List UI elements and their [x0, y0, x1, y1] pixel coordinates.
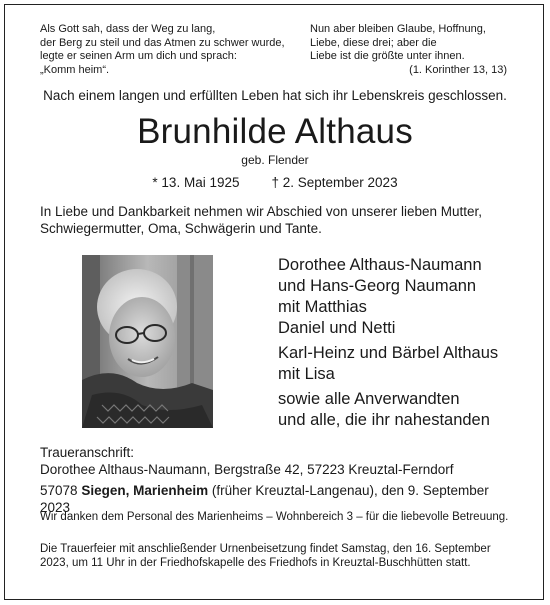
mourner-line: Daniel und Netti: [278, 319, 396, 337]
mourner-group: [278, 255, 498, 339]
mourner-group: [278, 343, 498, 385]
deceased-name: Brunhilde Althaus: [137, 112, 413, 151]
mourner-line: Karl-Heinz und Bärbel Althaus: [278, 344, 499, 362]
address-label: Traueranschrift:: [40, 445, 135, 460]
death-date: † 2. September 2023: [271, 175, 398, 190]
poem-left-line: legte er seinen Arm um dich und sprach:: [40, 50, 237, 62]
poem-left-line: „Komm heim“.: [40, 63, 110, 76]
poem-right-line: Nun aber bleiben Glaube, Hoffnung,: [310, 23, 486, 35]
place-name: Siegen, Marienheim: [81, 483, 209, 498]
intro-text: Nach einem langen und erfüllten Leben hat sich ihr Lebenskreis geschlossen.: [43, 88, 507, 103]
portrait-photo: [82, 255, 213, 428]
birth-date: * 13. Mai 1925: [152, 175, 240, 190]
life-dates: [0, 175, 550, 190]
place-zip: 57078: [40, 483, 78, 498]
birth-name: geb. Flender: [241, 153, 309, 167]
poem-right: [310, 23, 507, 77]
mourner-line: und alle, die ihr nahestanden: [278, 411, 490, 429]
mourners-list: [278, 255, 498, 435]
thanks-text: Wir danken dem Personal des Marienheims – Wohnbereich 3 – für die liebevolle Betreuung.: [40, 511, 509, 523]
mourner-group: [278, 389, 498, 431]
address-line: Dorothee Althaus-Naumann, Bergstraße 42, 57223 Kreuztal-Ferndorf: [40, 462, 454, 477]
funeral-info: Die Trauerfeier mit anschließender Urnenbeisetzung findet Samstag, den 16. September 2023, um 11 Uhr in der Friedhofskapelle des Friedhofs in Kreuztal-Buschhütten statt.: [40, 543, 491, 569]
place-date-rest: (früher Kreuztal-Langenau), den 9. September 2023: [40, 483, 489, 515]
address-block: [40, 444, 520, 516]
mourner-line: sowie alle Anverwandten: [278, 390, 460, 408]
mourner-line: Dorothee Althaus-Naumann: [278, 256, 482, 274]
mourner-line: mit Matthias: [278, 298, 367, 316]
poem-right-line: Liebe, diese drei; aber die: [310, 36, 437, 49]
portrait-image: [82, 255, 213, 428]
poem-left: [40, 23, 285, 77]
farewell-text: In Liebe und Dankbarkeit nehmen wir Abschied von unserer lieben Mutter, Schwiegermutter, Oma, Schwägerin und Tante.: [40, 204, 483, 236]
poem-left-line: Als Gott sah, dass der Weg zu lang,: [40, 23, 216, 35]
bible-reference: (1. Korinther 13, 13): [409, 63, 507, 76]
poem-right-line: Liebe ist die größte unter ihnen.: [310, 50, 465, 62]
poem-left-line: der Berg zu steil und das Atmen zu schwer wurde,: [40, 36, 285, 49]
mourner-line: und Hans-Georg Naumann: [278, 277, 477, 295]
mourner-line: mit Lisa: [278, 365, 335, 383]
